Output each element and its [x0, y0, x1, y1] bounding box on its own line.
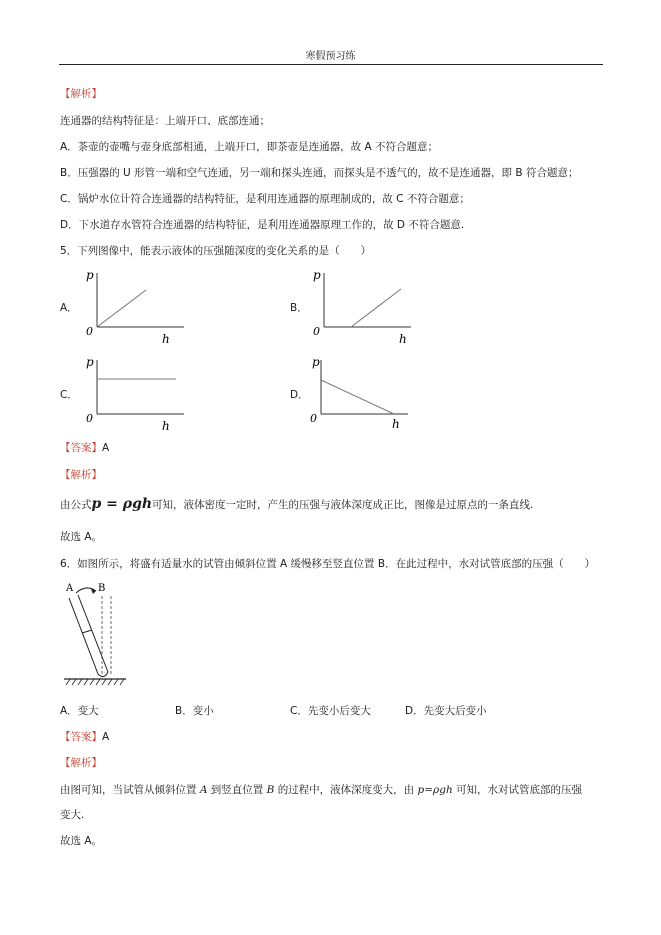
graph-a-y-label: p	[86, 268, 94, 282]
q5-graph-c	[82, 352, 192, 432]
q5-graph-b-label: B．	[290, 302, 308, 314]
q6-analysis-line1	[60, 782, 582, 797]
q6-stem: 6．如图所示，将盛有适量水的试管由倾斜位置 A 缓慢移至竖直位置 B．在此过程中，水对试管底部的压强（ ）	[60, 558, 596, 570]
q6-answer-value: A	[102, 731, 110, 743]
q6-analysis-tag: 【解析】	[60, 757, 102, 769]
q5-stem: 5．下列图像中，能表示液体的压强随深度的变化关系的是（ ）	[60, 245, 372, 257]
q5-answer-tag: 【答案】	[60, 442, 102, 454]
q6-analysis-pos-a: A	[199, 784, 208, 796]
q6-tube-bottom	[98, 672, 108, 677]
q5-analysis-text	[60, 496, 533, 512]
q6-analysis-pos-b: B	[266, 784, 275, 796]
q6-label-a: A	[66, 583, 74, 594]
q5-conclusion: 故选 A。	[60, 531, 103, 543]
graph-d-origin: 0	[310, 412, 317, 425]
header-rule	[59, 64, 603, 65]
q5-analysis-tag: 【解析】	[60, 469, 102, 481]
graph-c-x-label: h	[162, 419, 170, 432]
graph-d-curve	[321, 380, 394, 414]
graph-c-y-label: p	[86, 355, 94, 369]
q5-answer-value: A	[102, 442, 110, 454]
q4-option-d: D．下水道存水管符合连通器的结构特征，是利用连通器原理工作的，故 D 不符合题意.	[60, 219, 465, 231]
q6-analysis-line2: 变大.	[60, 809, 85, 821]
q4-analysis-tag: 【解析】	[60, 88, 102, 100]
graph-d-x-label: h	[392, 417, 400, 431]
q5-graph-d-label: D．	[290, 389, 309, 401]
q4-option-a: A．茶壶的壶嘴与壶身底部相通，上端开口，即茶壶是连通器，故 A 不符合题意；	[60, 141, 439, 153]
q5-analysis-prefix: 由公式	[60, 499, 92, 511]
q5-graph-a-label: A．	[60, 302, 78, 314]
q4-option-b: B．压强器的 U 形管一端和空气连通，另一端和探头连通，而探头是不透气的，故不是连通器，即 B 符合题意；	[60, 167, 579, 179]
graph-d-y-label: p	[312, 355, 320, 369]
q6-formula: p=ρgh	[417, 784, 453, 796]
graph-a-origin: 0	[86, 325, 93, 338]
q6-analysis-suffix: 可知，水对试管底部的压强	[456, 784, 583, 796]
q6-test-tube-figure	[60, 578, 130, 690]
q6-option-d: D．先变大后变小	[405, 705, 487, 717]
q5-graph-a	[82, 265, 192, 345]
page-header: 寒假预习练	[305, 51, 356, 62]
q6-option-a: A．变大	[60, 705, 99, 717]
graph-b-origin: 0	[313, 325, 320, 338]
q6-answer-tag: 【答案】	[60, 731, 102, 743]
q4-option-c: C．锅炉水位计符合连通器的结构特征，是利用连通器的原理制成的，故 C 不符合题意；	[60, 193, 470, 205]
q5-graph-b	[309, 265, 419, 345]
q6-analysis-mid: 到竖直位置	[210, 784, 264, 796]
q6-conclusion: 故选 A。	[60, 835, 103, 847]
q6-answer	[60, 729, 109, 744]
q4-analysis-line1: 连通器的结构特征是：上端开口、底部连通；	[60, 115, 270, 127]
q5-graph-c-label: C．	[60, 389, 78, 401]
q6-label-b: B	[98, 583, 106, 594]
q5-answer	[60, 440, 109, 455]
q5-analysis-suffix: 可知，液体密度一定时，产生的压强与液体深度成正比，图像是过原点的一条直线.	[152, 499, 534, 511]
graph-a-x-label: h	[162, 332, 170, 345]
graph-b-y-label: p	[313, 268, 321, 282]
q6-analysis-mid2: 的过程中，液体深度变大，由	[277, 784, 415, 796]
q6-option-b: B．变小	[175, 705, 214, 717]
q5-graph-d	[306, 352, 416, 432]
graph-b-curve	[351, 289, 401, 327]
graph-c-origin: 0	[86, 412, 93, 425]
q6-water-level	[82, 630, 92, 633]
q6-ground-hatch	[66, 679, 124, 685]
q6-option-c: C．先变小后变大	[290, 705, 371, 717]
q6-analysis-prefix: 由图可知，当试管从倾斜位置	[60, 784, 197, 796]
graph-a-curve	[97, 290, 146, 327]
graph-b-x-label: h	[399, 332, 407, 345]
q5-formula: p = ρgh	[91, 496, 153, 512]
